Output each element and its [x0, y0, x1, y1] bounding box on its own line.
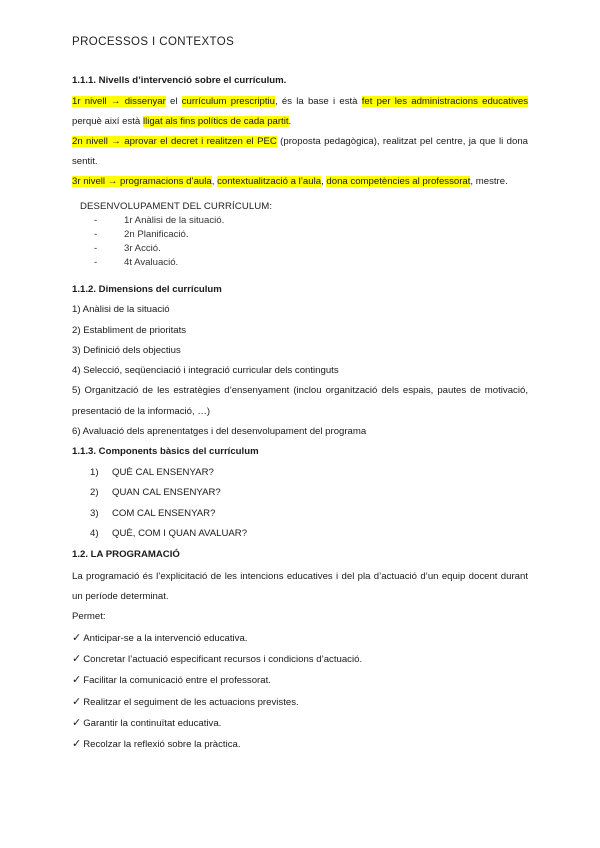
check-item-text: Facilitar la comunicació entre el professorat. — [83, 675, 271, 687]
list-item: 4) Selecció, seqüenciació i integració curricular dels continguts — [72, 365, 339, 377]
heading-1-2: 1.2. LA PROGRAMACIÓ — [72, 549, 180, 561]
check-icon: ✓ — [72, 631, 82, 644]
check-icon: ✓ — [72, 652, 82, 665]
text: (proposta pedagògica), realitzat pel centre, ja que li dona sentit. — [72, 136, 528, 167]
paragraph-nivell-3 — [72, 172, 528, 192]
check-item — [72, 692, 528, 713]
highlight: 2n nivell — [72, 136, 108, 147]
check-item-text: Realitzar el seguiment de les actuacions previstes. — [83, 696, 299, 708]
arrow: → — [106, 96, 125, 107]
document-title: PROCESSOS I CONTEXTOS — [72, 36, 235, 48]
list-item: 2) Establiment de prioritats — [72, 324, 187, 336]
programacio-paragraph: La programació és l’explicitació de les intencions educatives i del pla d’actuació d’un equip docent durant un període determinat. — [72, 571, 528, 603]
highlight: fet per les administracions educatives — [361, 96, 529, 107]
list-item-text: 3r Acció. — [124, 243, 161, 254]
paragraph-nivell-2 — [72, 132, 528, 172]
list-item: 6) Avaluació dels aprenentatges i del desenvolupament del programa — [72, 426, 367, 438]
check-item — [72, 713, 528, 734]
list-item-text: QUÈ CAL ENSENYAR? — [112, 466, 214, 478]
highlight: contextualització a l’aula — [217, 176, 322, 187]
list-item-text: COM CAL ENSENYAR? — [112, 507, 216, 519]
list-item: 5) Organització de les estratègies d’ensenyament (inclou organització dels espais, pautes de motivació, presentació de la informació, …) — [72, 385, 528, 417]
highlight: 3r nivell — [72, 176, 106, 187]
list-number: 2) — [90, 487, 99, 499]
desenvolupament-title: DESENVOLUPAMENT DEL CURRÍCULUM: — [80, 201, 273, 212]
list-item — [90, 504, 528, 525]
heading-1-1-1: 1.1.1. Nivells d’intervenció sobre el currículum. — [72, 75, 287, 86]
list-item — [94, 214, 528, 228]
check-item — [72, 649, 528, 670]
check-icon: ✓ — [72, 695, 82, 708]
highlight: dissenyar — [124, 96, 166, 107]
highlight: lligat als fins polítics de cada partit — [142, 116, 289, 127]
list-number: 1) — [90, 466, 99, 478]
check-item — [72, 734, 528, 755]
desenvolupament-block — [80, 200, 528, 270]
highlight: aprovar el decret i realitzen el PEC — [124, 136, 277, 147]
dash: - — [94, 257, 98, 268]
check-item-text: Anticipar-se a la intervenció educativa. — [83, 632, 248, 644]
list-item — [94, 228, 528, 242]
check-item — [72, 670, 528, 691]
list-item — [90, 483, 528, 504]
list-item-text: 4t Avaluació. — [124, 257, 179, 268]
highlight: 1r nivell — [72, 96, 107, 107]
check-icon: ✓ — [72, 716, 82, 729]
list-item: 1) Anàlisi de la situació — [72, 304, 170, 316]
highlight: programacions d’aula — [120, 176, 212, 187]
text: , mestre. — [470, 176, 508, 187]
list-item-text: QUÈ, COM I QUAN AVALUAR? — [112, 528, 248, 540]
dash: - — [94, 229, 98, 240]
list-item-text: 1r Anàlisi de la situació. — [124, 215, 225, 226]
list-item — [94, 256, 528, 270]
check-item-text: Recolzar la reflexió sobre la pràctica. — [83, 739, 241, 751]
document-body — [72, 72, 528, 755]
list-item — [90, 463, 528, 484]
arrow: → — [107, 136, 125, 147]
list-item — [90, 524, 528, 545]
dash: - — [94, 243, 98, 254]
list-item — [94, 242, 528, 256]
arrow: → — [105, 176, 120, 187]
list-item: 3) Definició dels objectius — [72, 344, 181, 356]
check-item-text: Concretar l’actuació especificant recursos i condicions d’actuació. — [83, 653, 363, 665]
list-item-text: QUAN CAL ENSENYAR? — [112, 487, 221, 499]
highlight: dona competències al professorat — [326, 176, 471, 187]
list-number: 4) — [90, 528, 99, 540]
heading-1-1-3: 1.1.3. Components bàsics del currículum — [72, 446, 259, 458]
text: perquè així està — [72, 116, 143, 127]
check-icon: ✓ — [72, 674, 82, 687]
heading-1-1-2: 1.1.2. Dimensions del currículum — [72, 284, 222, 295]
check-item — [72, 628, 528, 649]
dash: - — [94, 215, 98, 226]
check-icon: ✓ — [72, 738, 82, 751]
highlight: currículum prescriptiu — [181, 96, 275, 107]
permet-label: Permet: — [72, 611, 106, 623]
text: . — [288, 116, 292, 127]
paragraph-nivell-1 — [72, 92, 528, 132]
list-item-text: 2n Planificació. — [124, 229, 189, 240]
text: , — [211, 176, 218, 187]
text: el — [165, 96, 182, 107]
text: , — [321, 176, 327, 187]
check-item-text: Garantir la continuïtat educativa. — [83, 717, 222, 729]
list-number: 3) — [90, 507, 99, 519]
text: , és la base i està — [275, 96, 362, 107]
